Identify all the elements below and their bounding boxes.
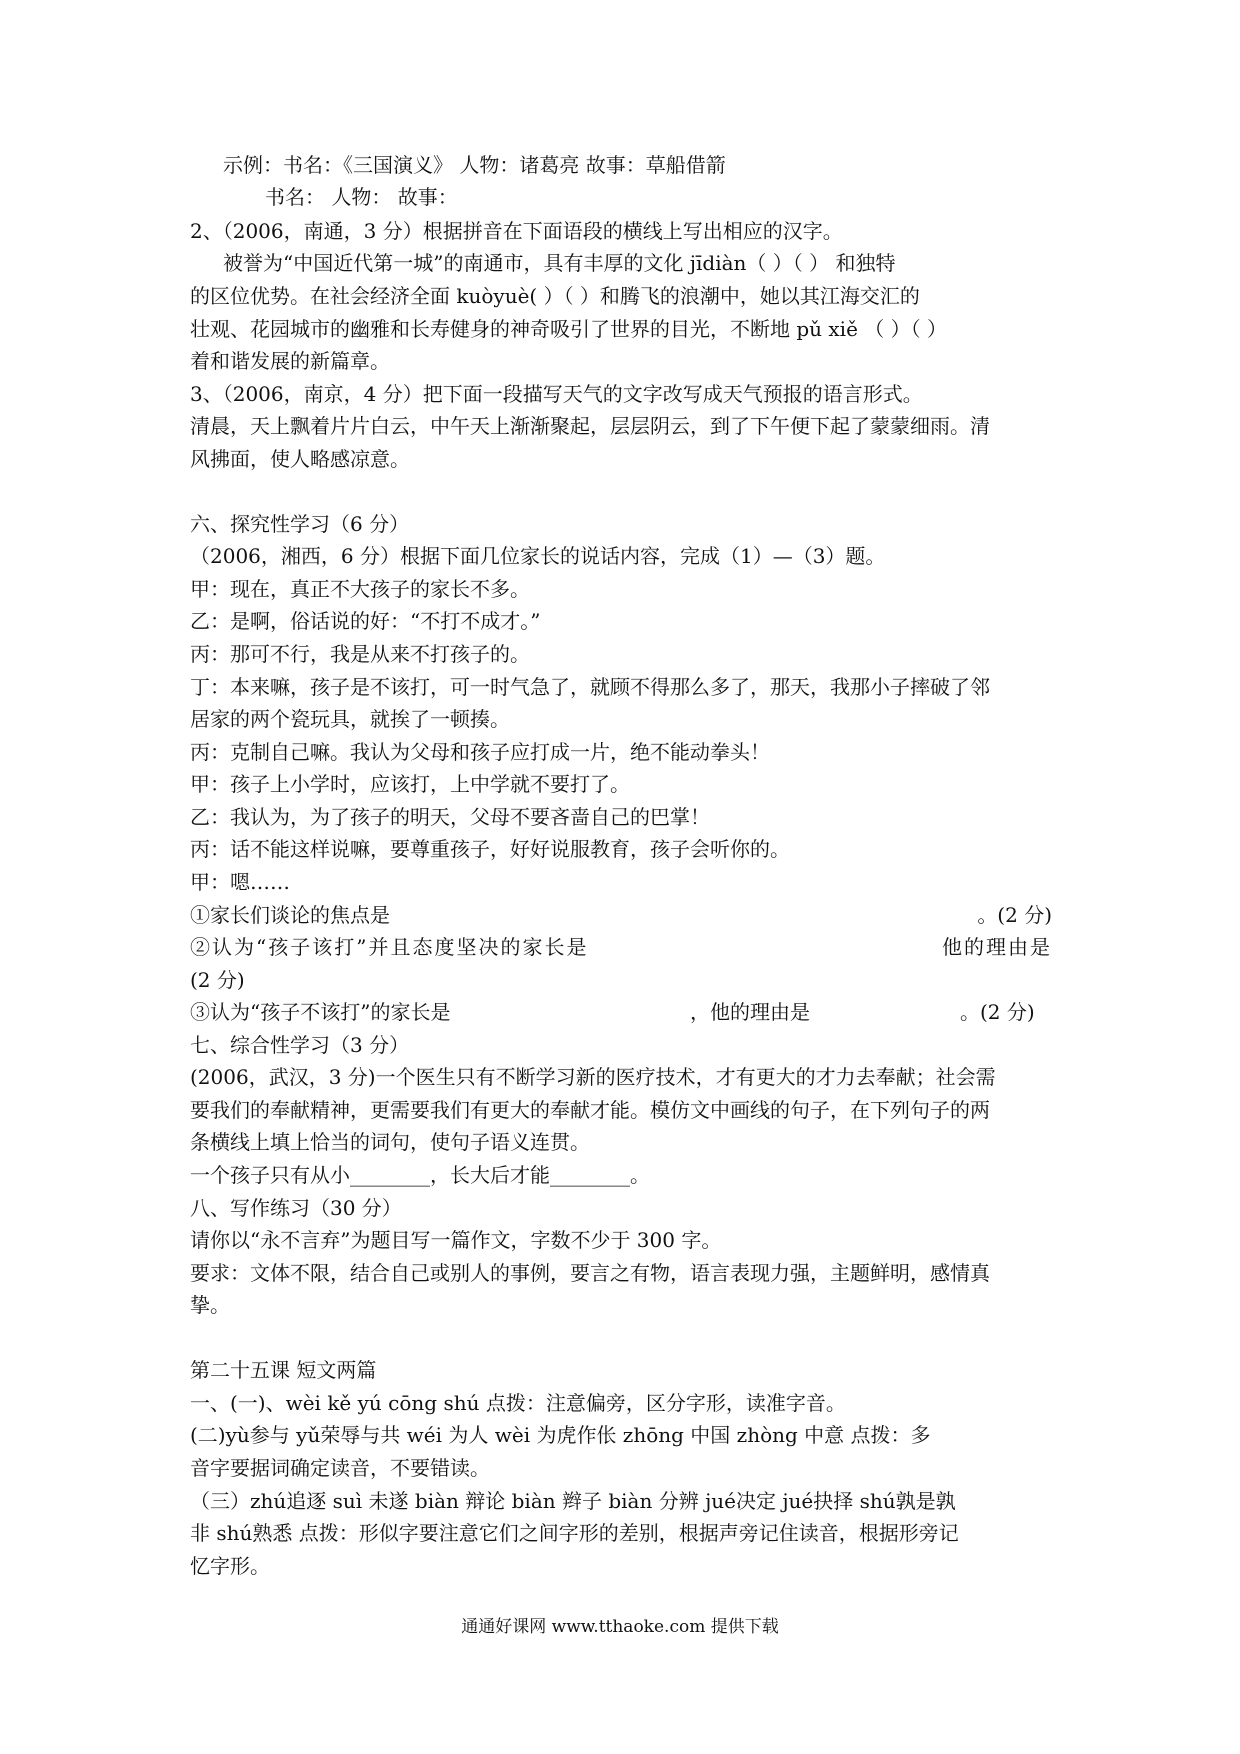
question-line: （2006，湘西，6 分）根据下面几位家长的说话内容，完成（1）—（3）题。 <box>190 544 886 568</box>
section-7-heading: 七、综合性学习（3 分） <box>190 1033 410 1057</box>
sub-question-text: ①家长们谈论的焦点是 <box>190 903 390 927</box>
page-footer: 通通好课网 www.tthaoke.com 提供下载 <box>461 1617 779 1637</box>
paragraph-line: 要我们的奉献精神，更需要我们有更大的奉献才能。模仿文中画线的句子，在下列句子的两 <box>190 1098 990 1122</box>
paragraph-line: 要求：文体不限，结合自己或别人的事例，要言之有物，语言表现力强，主题鲜明，感情真 <box>190 1261 990 1285</box>
paragraph-line: 的区位优势。在社会经济全面 kuòyuè( ）（ ）和腾飞的浪潮中，她以其江海交汇的 <box>190 284 920 308</box>
dialogue-line: 乙：是啊，俗话说的好：“不打不成才。” <box>190 609 541 633</box>
paragraph-line: 着和谐发展的新篇章。 <box>190 349 390 373</box>
dialogue-line: 甲：孩子上小学时，应该打，上中学就不要打了。 <box>190 772 630 796</box>
answer-line: 一、(一)、wèi kě yú cōng shú 点拨：注意偏旁，区分字形，读准字音。 <box>190 1391 846 1415</box>
paragraph-line: 风拂面，使人略感凉意。 <box>190 447 410 471</box>
fill-blank-line: 一个孩子只有从小________，长大后才能________。 <box>190 1163 650 1187</box>
dialogue-line: 丙：那可不行，我是从来不打孩子的。 <box>190 642 530 666</box>
sub-question-2 <box>190 934 1052 960</box>
sub-question-3 <box>190 999 1035 1025</box>
paragraph-line: 被誉为“中国近代第一城”的南通市，具有丰厚的文化 jīdiàn（ ）（ ） 和独特 <box>223 251 896 275</box>
answer-line: 音字要据词确定读音，不要错读。 <box>190 1456 490 1480</box>
sub-question-1 <box>190 902 1052 928</box>
dialogue-line: 丙：克制自己嘛。我认为父母和孩子应打成一片，绝不能动拳头！ <box>190 740 770 764</box>
sub-question-score: 。(2 分) <box>977 903 1052 927</box>
answer-line: 书名： 人物： 故事： <box>265 185 458 209</box>
paragraph-line: (2006，武汉，3 分)一个医生只有不断学习新的医疗技术，才有更大的才力去奉献；社会需 <box>190 1065 996 1089</box>
dialogue-line: 甲：嗯…… <box>190 870 290 894</box>
sub-question-text: ②认为“孩子该打”并且态度坚决的家长是 <box>190 935 589 959</box>
answer-line: 非 shú熟悉 点拨：形似字要注意它们之间字形的差别，根据声旁记住读音，根据形旁记 <box>190 1521 959 1545</box>
section-6-heading: 六、探究性学习（6 分） <box>190 512 410 536</box>
section-8-heading: 八、写作练习（30 分） <box>190 1196 402 1220</box>
example-line: 示例：书名：《三国演义》 人物：诸葛亮 故事：草船借箭 <box>223 153 726 177</box>
answer-line: （三）zhú追逐 suì 未遂 biàn 辩论 biàn 辫子 biàn 分辨 jué决定 jué抉择 shú孰是孰 <box>190 1489 956 1513</box>
sub-question-text: ③认为“孩子不该打”的家长是 <box>190 1000 451 1024</box>
dialogue-line: 居家的两个瓷玩具，就挨了一顿揍。 <box>190 707 510 731</box>
paragraph-line: 挚。 <box>190 1293 230 1317</box>
paragraph-line: 清晨，天上飘着片片白云，中午天上渐渐聚起，层层阴云，到了下午便下起了蒙蒙细雨。清 <box>190 414 990 438</box>
answer-line: (二)yù参与 yǔ荣辱与共 wéi 为人 wèi 为虎作伥 zhōng 中国 zhòng 中意 点拨：多 <box>190 1423 931 1447</box>
lesson-heading: 第二十五课 短文两篇 <box>190 1358 377 1382</box>
sub-question-score: (2 分) <box>190 968 245 992</box>
dialogue-line: 甲：现在，真正不大孩子的家长不多。 <box>190 577 530 601</box>
question-3-heading: 3、（2006，南京，4 分）把下面一段描写天气的文字改写成天气预报的语言形式。 <box>190 382 923 406</box>
sub-question-tail: 他的理由是 <box>942 935 1052 959</box>
dialogue-line: 丁：本来嘛，孩子是不该打，可一时气急了，就顾不得那么多了，那天，我那小子摔破了邻 <box>190 675 990 699</box>
paragraph-line: 壮观、花园城市的幽雅和长寿健身的神奇吸引了世界的目光，不断地 pǔ xiě （ ）（ ） <box>190 317 947 341</box>
question-2-heading: 2、（2006，南通，3 分）根据拼音在下面语段的横线上写出相应的汉字。 <box>190 219 843 243</box>
dialogue-line: 丙：话不能这样说嘛，要尊重孩子，好好说服教育，孩子会听你的。 <box>190 837 790 861</box>
paragraph-line: 请你以“永不言弃”为题目写一篇作文，字数不少于 300 字。 <box>190 1228 722 1252</box>
dialogue-line: 乙：我认为，为了孩子的明天，父母不要吝啬自己的巴掌！ <box>190 805 710 829</box>
paragraph-line: 条横线上填上恰当的词句，使句子语义连贯。 <box>190 1130 590 1154</box>
sub-question-middle: ，他的理由是 <box>690 1000 810 1024</box>
sub-question-score: 。(2 分) <box>960 1000 1035 1024</box>
answer-line: 忆字形。 <box>190 1554 270 1578</box>
